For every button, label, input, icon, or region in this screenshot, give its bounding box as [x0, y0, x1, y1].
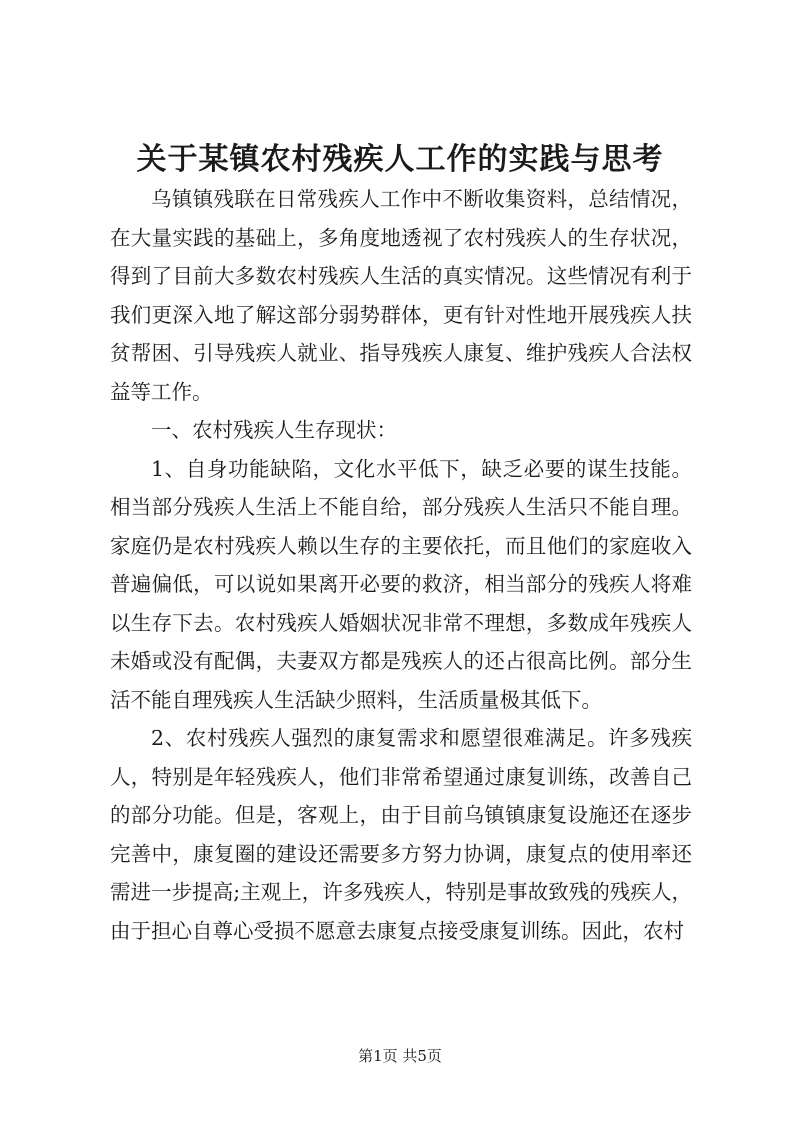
document-title: 关于某镇农村残疾人工作的实践与思考 [136, 142, 664, 177]
section-heading: 一、农村残疾人生存现状： [151, 418, 397, 442]
paragraph-point-2: 2、农村残疾人强烈的康复需求和愿望很难满足。许多残疾人，特别是年轻残疾人，他们非常希望通过康复训练，改善自己的部分功能。但是，客观上，由于目前乌镇镇康复设施还在逐步完善中，康复圈的建设还需要多方努力协调，康复点的使用率还需进一步提高;主观上，许多残疾人，特别是事故致残的残疾人，由于担心自尊心受损不愿意去康复点接受康复训练。因此，农村 [110, 726, 692, 943]
paragraph-point-1: 1、自身功能缺陷，文化水平低下，缺乏必要的谋生技能。相当部分残疾人生活上不能自给，部分残疾人生活只不能自理。家庭仍是农村残疾人赖以生存的主要依托，而且他们的家庭收入普遍偏低，可以说如果离开必要的救济，相当部分的残疾人将难以生存下去。农村残疾人婚姻状况非常不理想，多数成年残疾人未婚或没有配偶，夫妻双方都是残疾人的还占很高比例。部分生活不能自理残疾人生活缺少照料，生活质量极其低下。 [110, 456, 692, 712]
page-number-footer: 第1页 共5页 [358, 1047, 442, 1065]
paragraph-intro: 乌镇镇残联在日常残疾人工作中不断收集资料，总结情况，在大量实践的基础上，多角度地透视了农村残疾人的生存状况，得到了目前大多数农村残疾人生活的真实情况。这些情况有利于我们更深入地了解这部分弱势群体，更有针对性地开展残疾人扶贫帮困、引导残疾人就业、指导残疾人康复、维护残疾人合法权益等工作。 [110, 187, 692, 404]
document-body [110, 180, 692, 950]
